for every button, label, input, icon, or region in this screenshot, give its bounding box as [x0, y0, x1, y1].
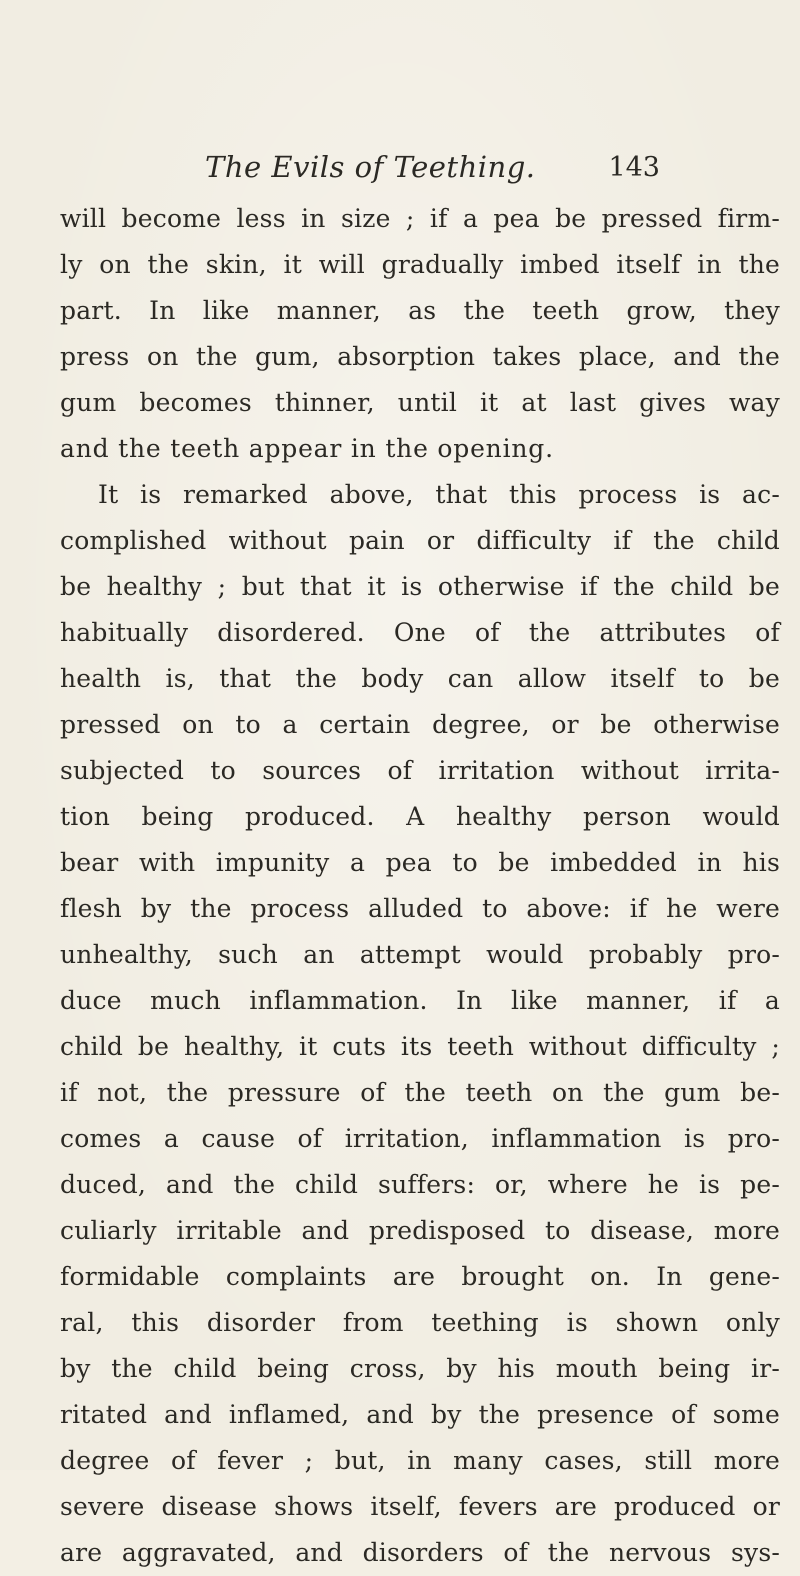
text-line: culiarly irritable and predisposed to disease, more: [60, 1216, 780, 1245]
paragraph-start-line: It is remarked above, that this process is ac-: [98, 480, 780, 509]
text-line: child be healthy, it cuts its teeth without difficulty ;: [60, 1032, 780, 1061]
text-line: formidable complaints are brought on. In gene-: [60, 1262, 780, 1291]
text-line: pressed on to a certain degree, or be otherwise: [60, 710, 780, 739]
text-line: comes a cause of irritation, inflammation is pro-: [60, 1124, 780, 1153]
running-title: The Evils of Teething.: [205, 150, 536, 184]
paragraph-end-line: and the teeth appear in the opening.: [60, 434, 554, 463]
text-line: by the child being cross, by his mouth being ir-: [60, 1354, 780, 1383]
text-line: tion being produced. A healthy person would: [60, 802, 780, 831]
text-line: habitually disordered. One of the attributes of: [60, 618, 780, 647]
page-number: 143: [608, 152, 660, 183]
text-line: degree of fever ; but, in many cases, still more: [60, 1446, 780, 1475]
text-line: duced, and the child suffers: or, where he is pe-: [60, 1170, 780, 1199]
page-header: [200, 150, 660, 190]
text-line: ly on the skin, it will gradually imbed itself in the: [60, 250, 780, 279]
text-line: health is, that the body can allow itself to be: [60, 664, 780, 693]
text-line: flesh by the process alluded to above: if he were: [60, 894, 780, 923]
text-line: subjected to sources of irritation without irrita-: [60, 756, 780, 785]
text-line: press on the gum, absorption takes place, and the: [60, 342, 780, 371]
text-line: be healthy ; but that it is otherwise if the child be: [60, 572, 780, 601]
text-line: ral, this disorder from teething is shown only: [60, 1308, 780, 1337]
text-line: complished without pain or difficulty if the child: [60, 526, 780, 555]
text-line: gum becomes thinner, until it at last gives way: [60, 388, 780, 417]
text-line: if not, the pressure of the teeth on the gum be-: [60, 1078, 780, 1107]
text-line: duce much inflammation. In like manner, if a: [60, 986, 780, 1015]
text-line: are aggravated, and disorders of the nervous sys-: [60, 1538, 780, 1567]
text-line: bear with impunity a pea to be imbedded in his: [60, 848, 780, 877]
text-line: ritated and inflamed, and by the presence of some: [60, 1400, 780, 1429]
body-text: [60, 196, 780, 1576]
text-line: will become less in size ; if a pea be pressed firm-: [60, 204, 780, 233]
text-line: unhealthy, such an attempt would probably pro-: [60, 940, 780, 969]
text-line: part. In like manner, as the teeth grow, they: [60, 296, 780, 325]
text-line: severe disease shows itself, fevers are produced or: [60, 1492, 780, 1521]
